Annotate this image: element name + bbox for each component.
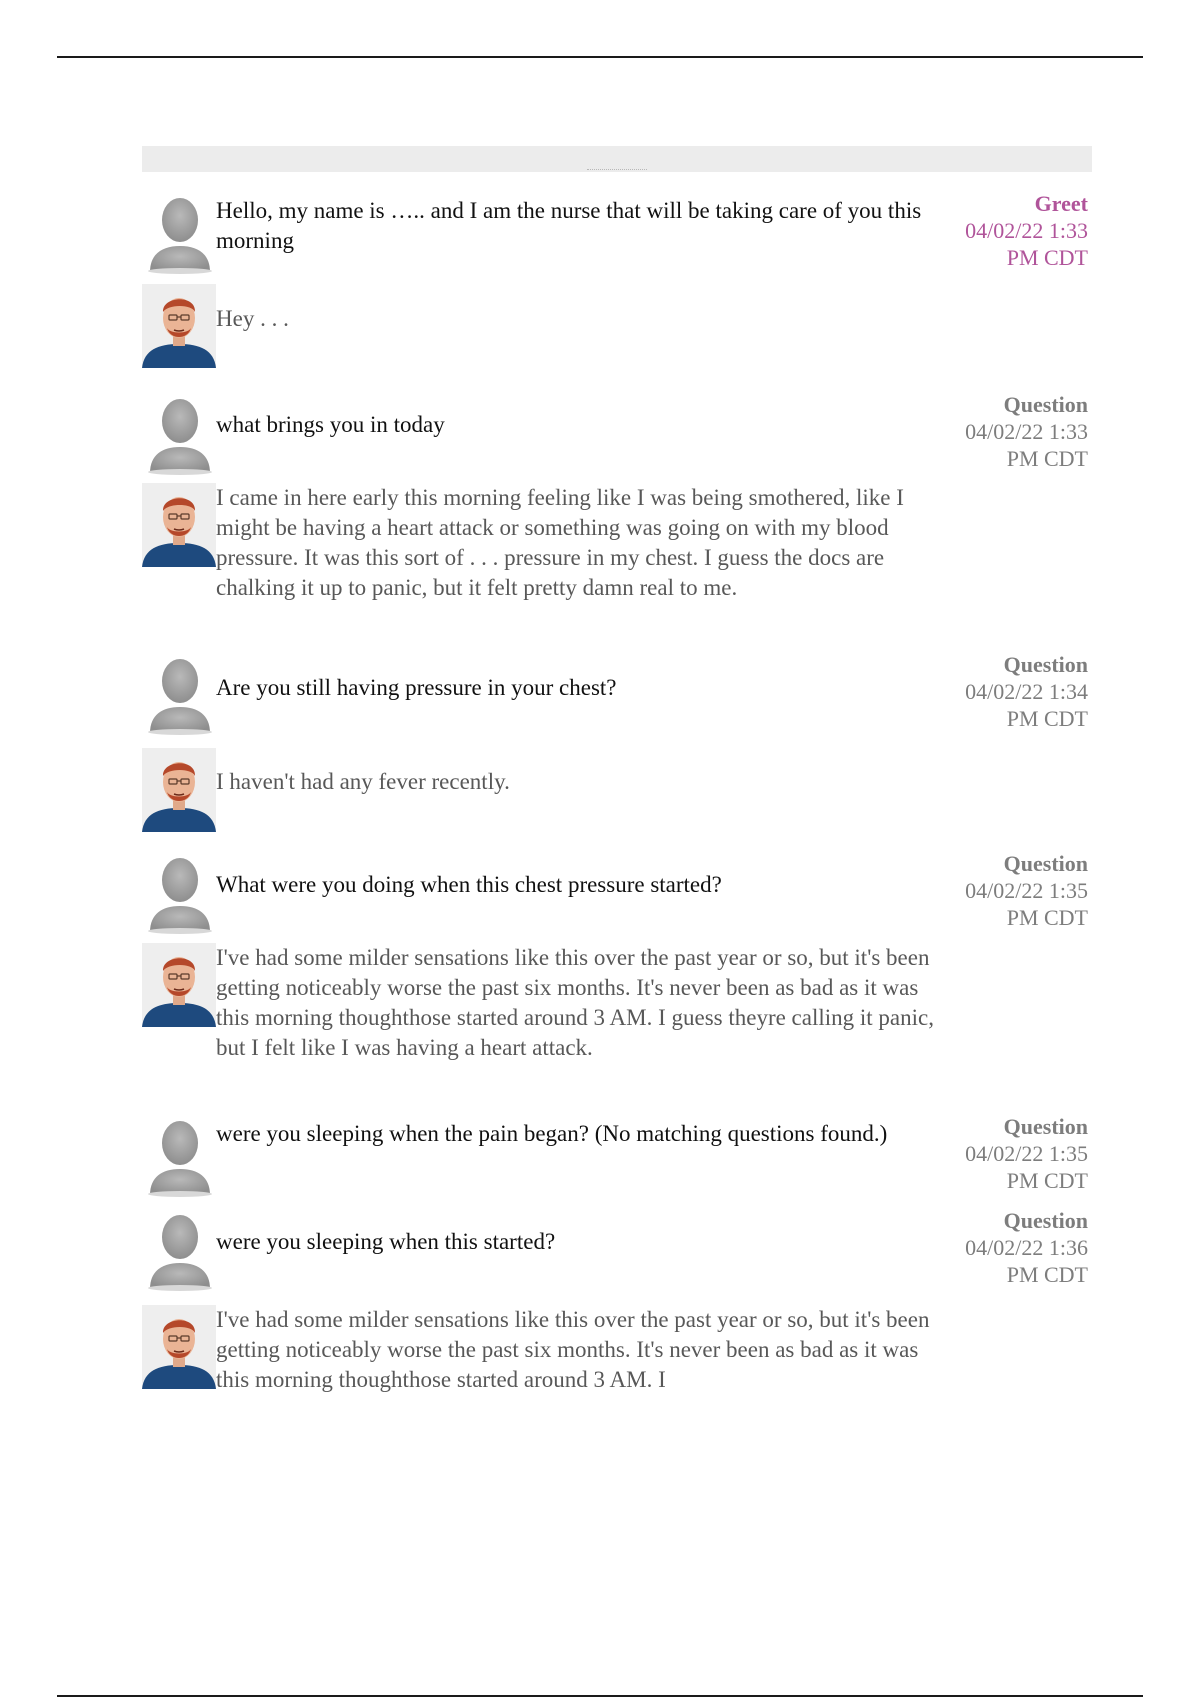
message-timezone: PM CDT — [1006, 905, 1088, 930]
patient-avatar — [142, 284, 216, 368]
message-type: Question — [1003, 1208, 1088, 1233]
message-timezone: PM CDT — [1006, 1168, 1088, 1193]
message-text: I came in here early this morning feeling like I was being smothered, like I might be having a heart attack or something was going on with my blood pressure. It was this sort of . . . pressure in my chest. I guess the docs are chalking it up to panic, but it felt pretty damn real to me. — [216, 485, 904, 600]
message-type: Question — [1003, 392, 1088, 417]
bottom-rule — [57, 1695, 1143, 1697]
message-type: Question — [1003, 652, 1088, 677]
chat-message — [142, 1305, 1092, 1405]
message-text: Hello, my name is ….. and I am the nurse that will be taking care of you this morning — [216, 198, 922, 253]
nurse-avatar — [142, 651, 216, 735]
message-timezone: PM CDT — [1006, 706, 1088, 731]
patient-avatar — [142, 1305, 216, 1389]
message-date: 04/02/22 1:34 — [965, 679, 1088, 704]
user-silhouette-icon — [142, 190, 216, 274]
user-silhouette-icon — [142, 651, 216, 735]
nurse-avatar — [142, 391, 216, 475]
nurse-avatar — [142, 1113, 216, 1197]
message-date: 04/02/22 1:33 — [965, 419, 1088, 444]
message-text: Hey . . . — [216, 306, 289, 331]
message-text: Are you still having pressure in your chest? — [216, 675, 617, 700]
patient-avatar — [142, 748, 216, 832]
patient-portrait-icon — [142, 1305, 216, 1389]
chat-message — [142, 651, 1092, 748]
patient-portrait-icon — [142, 483, 216, 567]
chat-message — [142, 190, 1092, 284]
message-date: 04/02/22 1:36 — [965, 1235, 1088, 1260]
chat-message — [142, 1207, 1092, 1305]
message-meta — [938, 850, 1088, 931]
message-timezone: PM CDT — [1006, 245, 1088, 270]
user-silhouette-icon — [142, 391, 216, 475]
chat-message — [142, 483, 1092, 651]
transcript-header-bar — [142, 146, 1092, 172]
message-timezone: PM CDT — [1006, 446, 1088, 471]
chat-message — [142, 391, 1092, 483]
chat-message — [142, 850, 1092, 943]
message-text: were you sleeping when this started? — [216, 1229, 556, 1254]
message-meta — [938, 391, 1088, 472]
message-date: 04/02/22 1:35 — [965, 1141, 1088, 1166]
message-meta — [938, 651, 1088, 732]
chat-message — [142, 748, 1092, 850]
message-text: I haven't had any fever recently. — [216, 769, 510, 794]
message-date: 04/02/22 1:35 — [965, 878, 1088, 903]
message-text: were you sleeping when the pain began? (No matching questions found.) — [216, 1121, 888, 1146]
patient-portrait-icon — [142, 943, 216, 1027]
user-silhouette-icon — [142, 850, 216, 934]
message-text: What were you doing when this chest pressure started? — [216, 872, 722, 897]
user-silhouette-icon — [142, 1207, 216, 1291]
patient-portrait-icon — [142, 748, 216, 832]
message-meta — [938, 1207, 1088, 1288]
message-date: 04/02/22 1:33 — [965, 218, 1088, 243]
chat-message — [142, 943, 1092, 1113]
message-text: I've had some milder sensations like this over the past year or so, but it's been getting noticeably worse the past six months. It's never been as bad as it was this morning thoughthose started around 3 AM. I guess theyre calling it panic, but I felt like I was having a heart attack. — [216, 945, 934, 1060]
conversation-transcript — [142, 146, 1092, 1405]
message-text: what brings you in today — [216, 412, 445, 437]
top-rule — [57, 56, 1143, 58]
nurse-avatar — [142, 1207, 216, 1291]
message-text: I've had some milder sensations like this over the past year or so, but it's been getting noticeably worse the past six months. It's never been as bad as it was this morning thoughthose started around 3 AM. I — [216, 1307, 930, 1392]
message-timezone: PM CDT — [1006, 1262, 1088, 1287]
patient-avatar — [142, 483, 216, 567]
patient-avatar — [142, 943, 216, 1027]
message-meta — [938, 1113, 1088, 1194]
patient-portrait-icon — [142, 284, 216, 368]
message-type: Greet — [1034, 191, 1088, 216]
message-type: Question — [1003, 1114, 1088, 1139]
nurse-avatar — [142, 190, 216, 274]
nurse-avatar — [142, 850, 216, 934]
message-meta — [938, 190, 1088, 271]
user-silhouette-icon — [142, 1113, 216, 1197]
chat-message — [142, 1113, 1092, 1207]
resize-grip — [587, 169, 647, 170]
message-type: Question — [1003, 851, 1088, 876]
chat-message — [142, 284, 1092, 391]
